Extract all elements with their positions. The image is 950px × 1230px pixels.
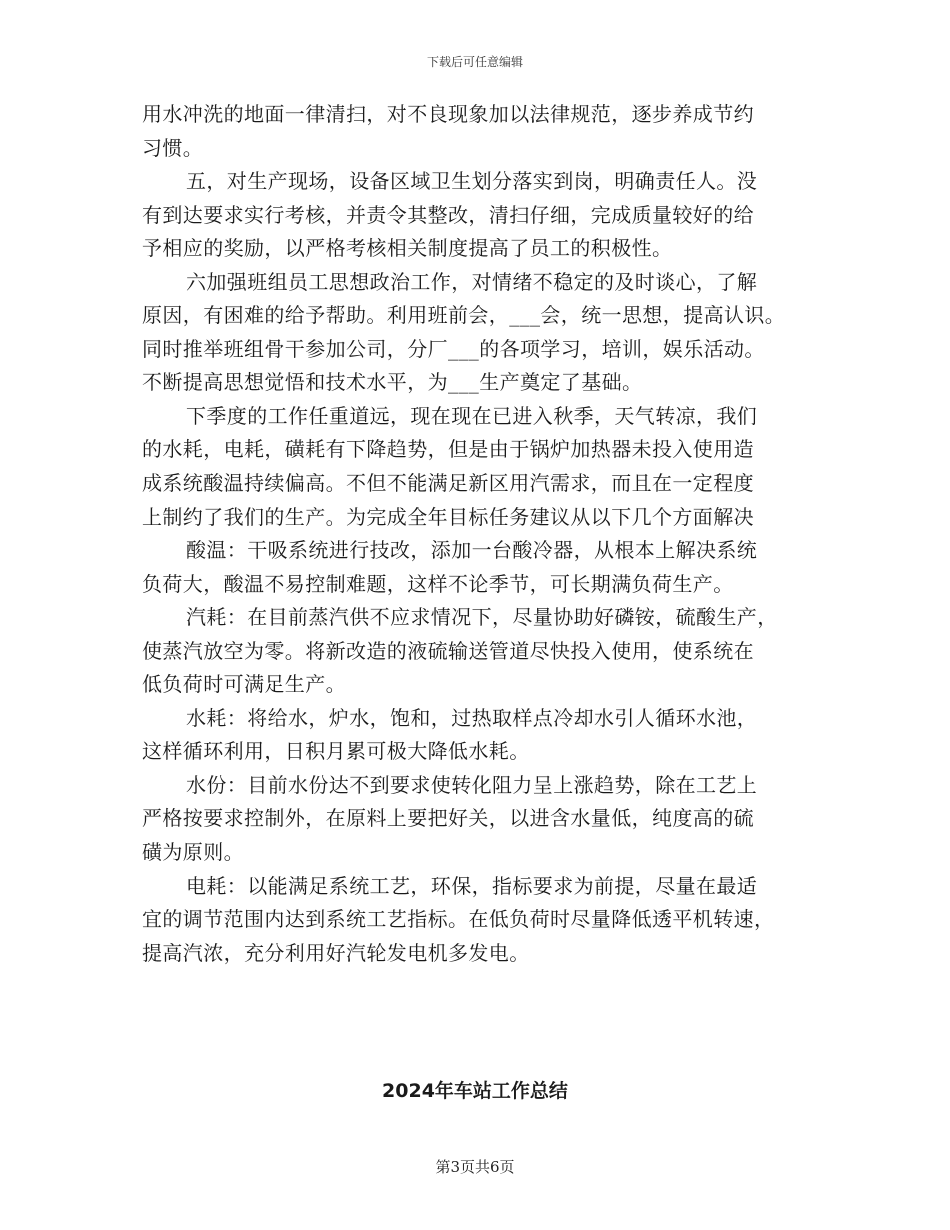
text-line: 六加强班组员工思想政治工作，对情绪不稳定的及时谈心，了解 bbox=[186, 269, 758, 294]
page-number: 第3页共6页 bbox=[435, 1158, 515, 1176]
text-line: 汽耗：在目前蒸汽供不应求情况下，尽量协助好磷铵，硫酸生产， bbox=[186, 605, 778, 630]
page-header-note: 下载后可任意编辑 bbox=[426, 55, 523, 69]
text-line: 五，对生产现场，设备区域卫生划分落实到岗，明确责任人。没 bbox=[186, 169, 758, 194]
text-line: 酸温：干吸系统进行技改，添加一台酸冷器，从根本上解决系统 bbox=[186, 538, 758, 563]
document-body bbox=[142, 98, 810, 970]
text-line: 低负荷时可满足生产。 bbox=[142, 672, 346, 697]
text-line: 用水冲洗的地面一律清扫，对不良现象加以法律规范，逐步养成节约 bbox=[142, 102, 754, 126]
text-line: 这样循环利用，日积月累可极大降低水耗。 bbox=[142, 739, 530, 764]
text-line: 予相应的奖励，以严格考核相关制度提高了员工的积极性。 bbox=[142, 236, 673, 261]
text-line: 磺为原则。 bbox=[142, 840, 244, 865]
text-line: 成系统酸温持续偏高。不但不能满足新区用汽需求，而且在一定程度 bbox=[142, 471, 754, 496]
text-line: 上制约了我们的生产。为完成全年目标任务建议从以下几个方面解决 bbox=[142, 504, 754, 529]
text-line: 严格按要求控制外，在原料上要把好关，以进含水量低，纯度高的硫 bbox=[142, 806, 754, 831]
text-line: 习惯。 bbox=[142, 135, 204, 160]
text-line: 负荷大，酸温不易控制难题，这样不论季节，可长期满负荷生产。 bbox=[142, 571, 734, 596]
text-line: 下季度的工作任重道远，现在现在已进入秋季，天气转凉，我们 bbox=[186, 403, 758, 428]
text-line: 的水耗，电耗，磺耗有下降趋势，但是由于锅炉加热器未投入使用造 bbox=[142, 437, 754, 462]
section-title: 2024年车站工作总结 bbox=[382, 1080, 568, 1102]
text-line: 有到达要求实行考核，并责令其整改，清扫仔细，完成质量较好的给 bbox=[142, 202, 754, 227]
text-line: 水耗：将给水，炉水，饱和，过热取样点冷却水引人循环水池， bbox=[186, 705, 758, 730]
text-line: 水份：目前水份达不到要求使转化阻力呈上涨趋势，除在工艺上 bbox=[186, 772, 758, 797]
text-line: 同时推举班组骨干参加公司，分厂___的各项学习，培训，娱乐活动。 bbox=[142, 336, 765, 361]
text-line: 不断提高思想觉悟和技术水平，为___生产奠定了基础。 bbox=[142, 370, 643, 395]
text-line: 提高汽浓，充分利用好汽轮发电机多发电。 bbox=[142, 940, 530, 965]
text-line: 使蒸汽放空为零。将新改造的液硫输送管道尽快投入使用，使系统在 bbox=[142, 638, 754, 663]
text-line: 宜的调节范围内达到系统工艺指标。在低负荷时尽量降低透平机转速， bbox=[142, 907, 775, 932]
text-line: 原因，有困难的给予帮助。利用班前会，___会，统一思想，提高认识。 bbox=[142, 303, 786, 328]
text-line: 电耗：以能满足系统工艺，环保，指标要求为前提，尽量在最适 bbox=[186, 873, 758, 898]
